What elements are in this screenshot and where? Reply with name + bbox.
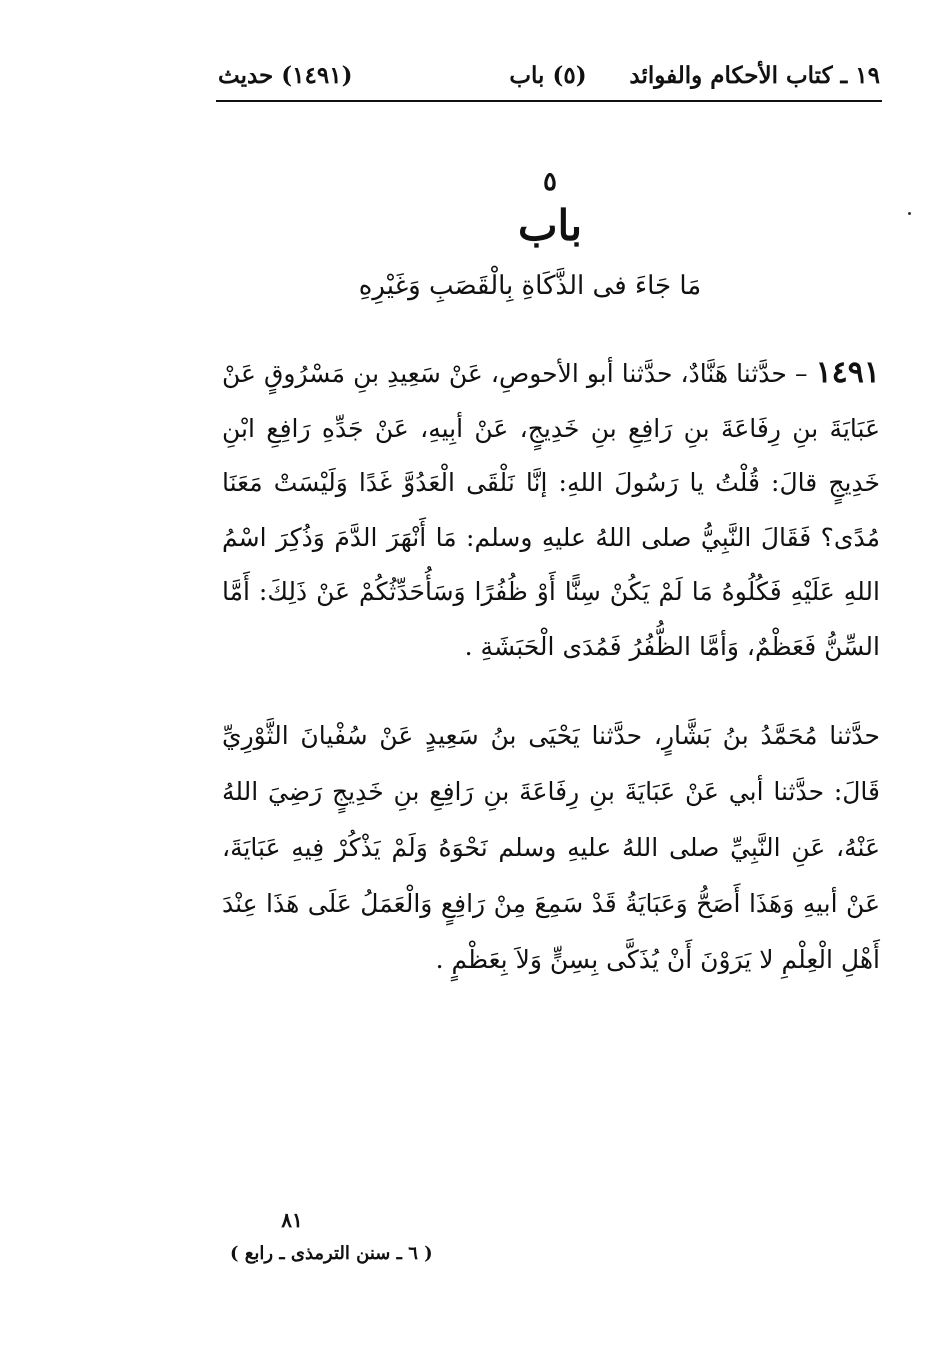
page-number: ٨١ xyxy=(281,1208,303,1232)
hadith-text: – حدَّثنا هَنَّادٌ، حدَّثنا أبو الأحوصِ، عَنْ سَعِيدِ بنِ مَسْرُوقٍ عَنْ عَبَايَةَ بنِ رِفَاعَةَ بنِ رَافِعِ بنِ خَدِيجٍ، عَنْ أبِيهِ، عَنْ جَدِّهِ رَافِعِ ابْنِ خَدِيجٍ قالَ: قُلْتُ يا رَسُولَ اللهِ: إنَّا نَلْقَى الْعَدُوَّ غَدًا وَلَيْسَتْ مَعَنَا مُدًى؟ فَقَالَ النَّبِيُّ صلى اللهُ عليهِ وسلم: مَا أَنْهَرَ الدَّمَ وَذُكِرَ اسْمُ اللهِ عَلَيْهِ فَكُلُوهُ مَا لَمْ يَكُنْ سِنًّا أَوْ ظُفُرًا وَسَأُحَدِّثُكُمْ عَنْ ذَلِكَ: أَمَّا السِّنُّ فَعَظْمٌ، وَأمَّا الظُّفُرُ فَمُدَى الْحَبَشَةِ . xyxy=(222,359,880,661)
running-head xyxy=(218,58,880,94)
running-head-book-title: ١٩ ـ كتاب الأحكام والفوائد xyxy=(629,62,880,89)
margin-speck xyxy=(908,212,911,215)
hadith-number: ١٤٩١ xyxy=(815,355,881,390)
header-rule xyxy=(216,100,882,102)
footer-signature: ( ٦ ـ سنن الترمذى ـ رابع ) xyxy=(230,1243,433,1264)
chapter-number: ٥ xyxy=(543,167,557,197)
hadith-paragraph xyxy=(222,346,880,674)
chapter-title: مَا جَاءَ فى الذَّكَاةِ بِالْقَصَبِ وَغَيْرِهِ xyxy=(358,271,702,301)
running-head-hadith-range: (١٤٩١) حديث xyxy=(218,62,353,89)
running-head-chapter: (٥) باب xyxy=(509,62,587,89)
commentary-paragraph xyxy=(222,708,880,988)
chapter-heading: باب xyxy=(517,201,583,250)
commentary-text: حدَّثنا مُحَمَّدُ بنُ بَشَّارٍ، حدَّثنا يَحْيَى بنُ سَعِيدٍ عَنْ سُفْيانَ الثَّوْرِيِّ قَالَ: حدَّثنا أبي عَنْ عَبَايَةَ بنِ رِفَاعَةَ بنِ رَافِعِ بنِ خَدِيجٍ رَضِيَ اللهُ عَنْهُ، عَنِ النَّبِيِّ صلى اللهُ عليهِ وسلم نَحْوَهُ وَلَمْ يَذْكُرْ فِيهِ عَبَايَةَ، عَنْ أبيهِ وَهَذَا أَصَحُّ وَعَبَايَةُ قَدْ سَمِعَ مِنْ رَافِعٍ وَالْعَمَلُ عَلَى هَذَا عِنْدَ أَهْلِ الْعِلْمِ لا يَرَوْنَ أَنْ يُذَكَّى بِسِنٍّ وَلاَ بِعَظْمٍ . xyxy=(222,721,880,974)
